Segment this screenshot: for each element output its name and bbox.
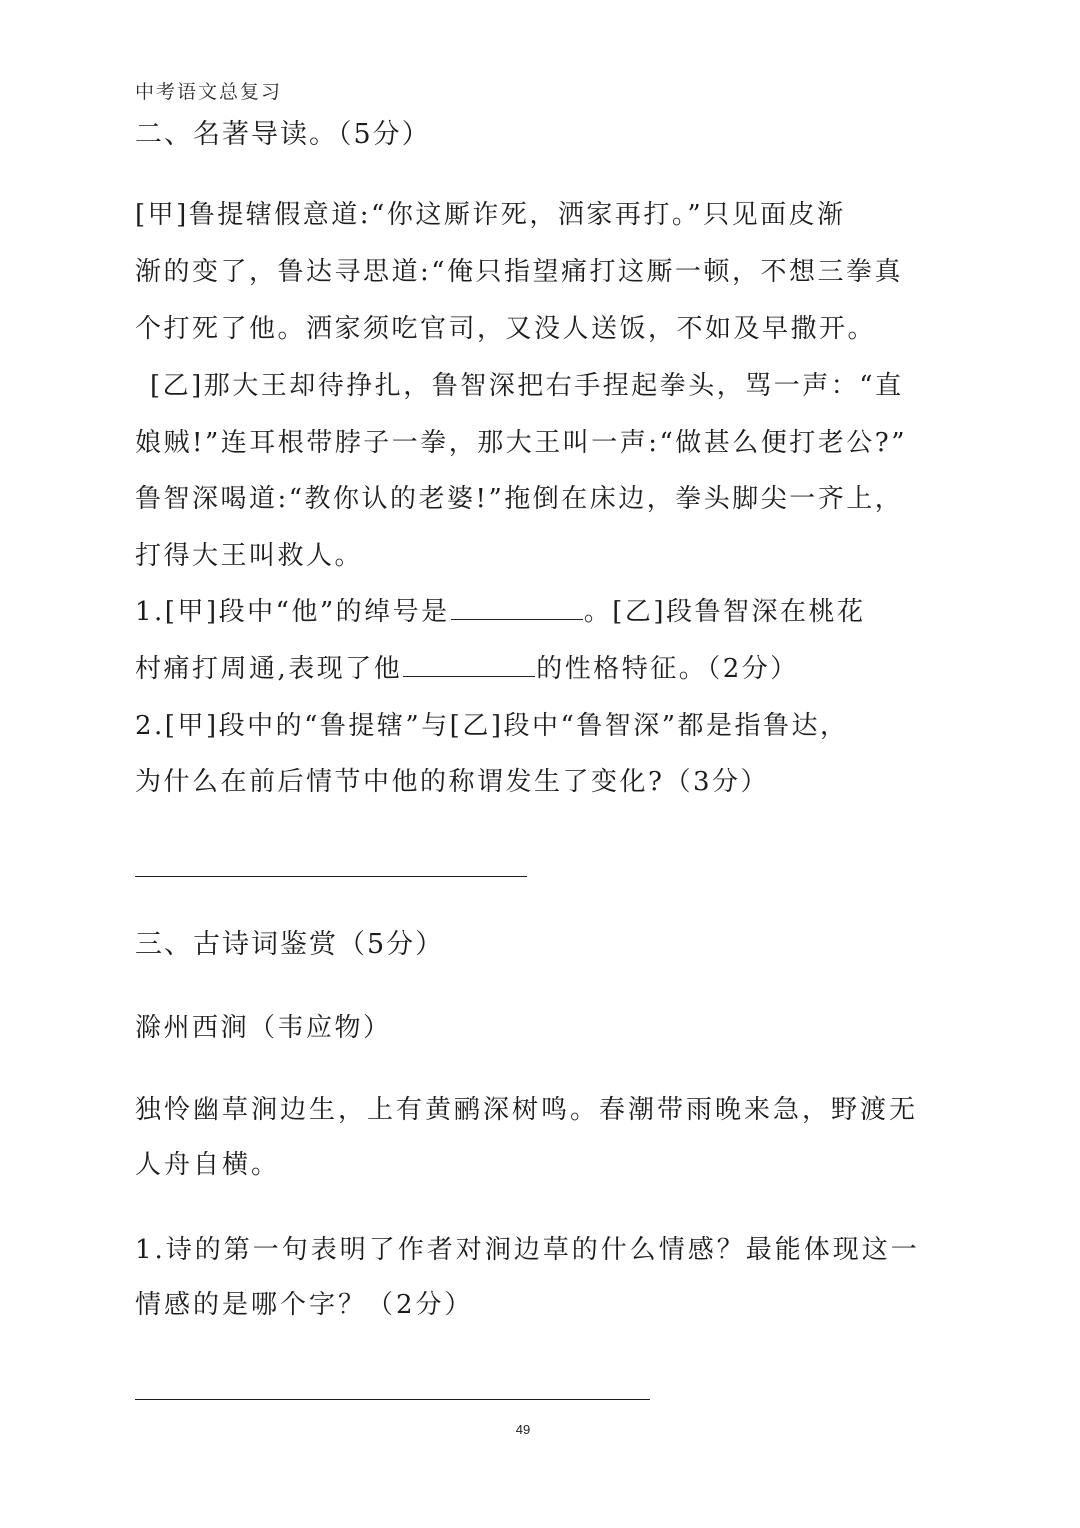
running-title: 中考语文总复习: [135, 81, 283, 103]
passage-line: 渐的变了，鲁达寻思道:“俺只指望痛打这厮一顿，不想三拳真: [135, 257, 904, 287]
passage-line: [甲]鲁提辖假意道:“你这厮诈死，洒家再打。”只见面皮渐: [135, 200, 846, 230]
question-line: 2.[甲]段中的“鲁提辖”与[乙]段中“鲁智深”都是指鲁达，: [135, 711, 849, 741]
poem-line: 人舟自横。: [135, 1150, 281, 1180]
question-text: 1.[甲]段中“他”的绰号是: [135, 597, 450, 627]
passage-line: 打得大王叫救人。: [135, 541, 364, 571]
question-text: 的性格特征。（2分）: [536, 654, 799, 684]
question-line: 情感的是哪个字？（2分）: [135, 1290, 474, 1320]
footer-rule: [135, 1399, 650, 1400]
section-2-heading: 二、名著导读。（5分）: [135, 119, 431, 150]
page-number: 49: [515, 1422, 531, 1437]
question-text: 村痛打周通,表现了他: [135, 654, 403, 684]
passage-line: [乙]那大王却待挣扎，鲁智深把右手捏起拳头，骂一声：“直: [150, 371, 904, 401]
poem-title: 滁州西涧（韦应物）: [135, 1013, 392, 1043]
question-line: [135, 652, 799, 686]
passage-line: 个打死了他。洒家须吃官司，又没人送饭，不如及早撒开。: [135, 314, 877, 344]
section-3-heading: 三、古诗词鉴赏（5分）: [135, 929, 445, 960]
answer-blank: [451, 595, 583, 620]
answer-blank: [403, 652, 535, 677]
answer-line: [135, 876, 527, 877]
question-line: [135, 595, 865, 629]
passage-line: 鲁智深喝道:“教你认的老婆!”拖倒在床边，拳头脚尖一齐上，: [135, 484, 904, 514]
question-line: 1.诗的第一句表明了作者对涧边草的什么情感？最能体现这一: [135, 1235, 920, 1265]
question-text: 。[乙]段鲁智深在桃花: [583, 597, 866, 627]
passage-line: 娘贼!”连耳根带脖子一拳，那大王叫一声:“做甚么便打老公?”: [135, 428, 908, 458]
poem-line: 独怜幽草涧边生，上有黄鹂深树鸣。春潮带雨晚来急，野渡无: [135, 1095, 919, 1125]
question-line: 为什么在前后情节中他的称谓发生了变化?（3分）: [135, 767, 769, 797]
